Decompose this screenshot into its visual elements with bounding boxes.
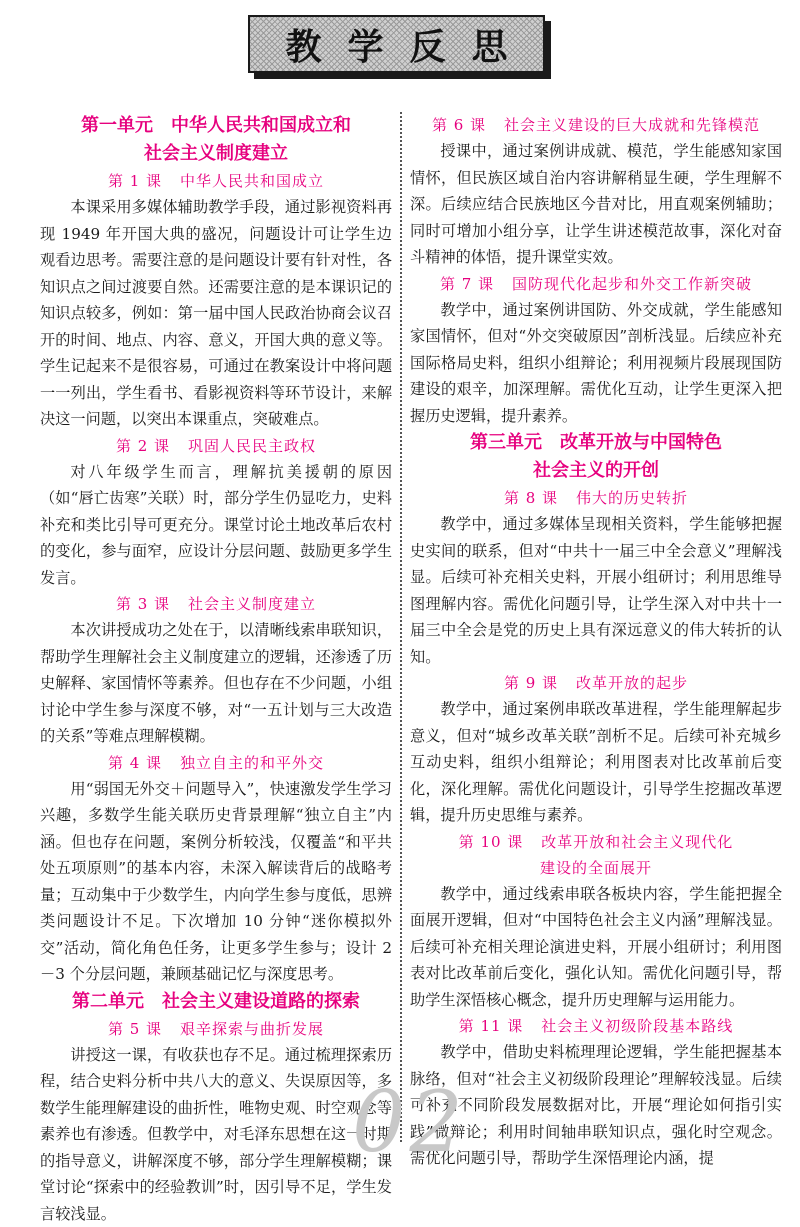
lesson-number: 第 2 课 <box>116 437 170 455</box>
lesson-title: 社会主义建设的巨大成就和先锋模范 <box>504 116 760 134</box>
lesson-number: 第 8 课 <box>504 489 558 507</box>
lesson-heading <box>410 112 782 138</box>
lesson-number: 第 1 课 <box>108 172 162 190</box>
lesson-number: 第 10 课 <box>459 833 524 851</box>
lesson-heading <box>40 433 392 459</box>
unit-heading-line: 社会主义制度建立 <box>40 140 392 168</box>
lesson-number: 第 4 课 <box>108 754 162 772</box>
lesson-heading <box>410 829 782 881</box>
unit-heading <box>40 988 392 1016</box>
lesson-title: 艰辛探索与曲折发展 <box>180 1020 324 1038</box>
reflection-paragraph: 教学中，通过案例串联改革进程，学生能理解起步意义，但对“城乡改革关联”剖析不足。后续可补充城乡互动史料，组织小组辩论；利用图表对比改革前后变化，深化理解。需优化问题设计，引导学生挖掘改革逻辑，提升历史思维与素养。 <box>410 696 782 829</box>
reflection-paragraph: 本课采用多媒体辅助教学手段，通过影视资料再现 1949 年开国大典的盛况，问题设计可让学生边观看边思考。需要注意的是问题设计要有针对性，各知识点之间过渡要自然。还需要注意的是本课识记的知识点较多，例如：第一届中国人民政治协商会议召开的时间、地点、内容、意义，开国大典的意义等。学生记起来不是很容易，可通过在教案设计中将问题一一列出，学生看书、看影视资料等环节设计，来解决这一问题，以突出本课重点，突破难点。 <box>40 194 392 433</box>
lesson-number: 第 3 课 <box>116 595 170 613</box>
lesson-heading <box>40 591 392 617</box>
column-divider <box>400 112 402 1142</box>
right-column <box>410 112 782 1172</box>
lesson-heading <box>40 750 392 776</box>
reflection-paragraph: 教学中，借助史料梳理理论逻辑，学生能把握基本脉络，但对“社会主义初级阶段理论”理解较浅显。后续可补充不同阶段发展数据对比，开展“理论如何指引实践”微辩论；利用时间轴串联知识点，强化时空观念。需优化问题引导，帮助学生深悟理论内涵，提 <box>410 1039 782 1172</box>
unit-heading <box>40 112 392 168</box>
lesson-number: 第 9 课 <box>504 674 558 692</box>
lesson-number: 第 7 课 <box>440 275 494 293</box>
reflection-paragraph: 用“弱国无外交＋问题导入”，快速激发学生学习兴趣，多数学生能关联历史背景理解“独立自主”内涵。但也存在问题，案例分析较浅，仅覆盖“和平共处五项原则”的基本内容，未深入解读背后的战略考量；互动集中于少数学生，内向学生参与度低，思辨类问题设计不足。下次增加 10 分钟“迷你模拟外交”活动，简化角色任务，让更多学生参与；设计 2－3 个分层问题，兼顾基础记忆与深度思考。 <box>40 776 392 988</box>
lesson-heading <box>410 485 782 511</box>
lesson-title: 改革开放和社会主义现代化 <box>541 833 733 851</box>
lesson-heading <box>40 168 392 194</box>
lesson-number: 第 11 课 <box>459 1017 524 1035</box>
lesson-title: 独立自主的和平外交 <box>180 754 324 772</box>
reflection-paragraph: 讲授这一课，有收获也存不足。通过梳理探索历程，结合史料分析中共八大的意义、失误原因等，多数学生能理解建设的曲折性，唯物史观、时空观念等素养也有渗透。但教学中，对毛泽东思想在这一时期的指导意义，讲解深度不够，部分学生理解模糊；课堂讨论“探索中的经验教训”时，因引导不足，学生发言较浅显。 <box>40 1042 392 1227</box>
unit-heading-line: 第一单元 中华人民共和国成立和 <box>81 115 351 136</box>
lesson-number: 第 5 课 <box>108 1020 162 1038</box>
page-title-banner <box>248 15 553 81</box>
lesson-title: 改革开放的起步 <box>576 674 688 692</box>
title-box <box>248 15 545 73</box>
unit-heading-line: 第三单元 改革开放与中国特色 <box>470 432 722 453</box>
unit-heading-line: 社会主义的开创 <box>410 457 782 485</box>
unit-heading <box>410 429 782 485</box>
reflection-paragraph: 授课中，通过案例讲成就、模范，学生能感知家国情怀，但民族区域自治内容讲解稍显生硬，学生理解不深。后续应结合民族地区今昔对比，用直观案例辅助；同时可增加小组分享，让学生讲述模范故事，深化对奋斗精神的体悟，提升课堂实效。 <box>410 138 782 271</box>
reflection-paragraph: 教学中，通过线索串联各板块内容，学生能把握全面展开逻辑，但对“中国特色社会主义内涵”理解浅显。后续可补充相关理论演进史料，开展小组研讨；利用图表对比改革前后变化，强化认知。需优化问题引导，帮助学生深悟核心概念，提升历史理解与运用能力。 <box>410 881 782 1014</box>
reflection-paragraph: 教学中，通过多媒体呈现相关资料，学生能够把握史实间的联系，但对“中共十一届三中全会意义”理解浅显。后续可补充相关史料，开展小组研讨；利用思维导图理解内容。需优化问题引导，让学生深入对中共十一届三中全会是党的历史上具有深远意义的伟大转折的认知。 <box>410 511 782 670</box>
lesson-title: 国防现代化起步和外交工作新突破 <box>512 275 752 293</box>
page-title: 教学反思 <box>285 19 533 70</box>
lesson-title: 社会主义制度建立 <box>188 595 316 613</box>
lesson-heading <box>410 670 782 696</box>
lesson-title: 建设的全面展开 <box>410 855 782 881</box>
left-column <box>40 112 392 1227</box>
unit-heading-line: 第二单元 社会主义建设道路的探索 <box>72 991 360 1012</box>
lesson-title: 巩固人民民主政权 <box>188 437 316 455</box>
lesson-title: 中华人民共和国成立 <box>180 172 324 190</box>
lesson-heading <box>410 1013 782 1039</box>
lesson-title: 伟大的历史转折 <box>576 489 688 507</box>
reflection-paragraph: 本次讲授成功之处在于，以清晰线索串联知识，帮助学生理解社会主义制度建立的逻辑，还渗透了历史解释、家国情怀等素养。但也存在不少问题，小组讨论中学生参与深度不够，对“一五计划与三大改造的关系”等难点理解模糊。 <box>40 617 392 750</box>
lesson-number: 第 6 课 <box>432 116 486 134</box>
lesson-title: 社会主义初级阶段基本路线 <box>541 1017 733 1035</box>
reflection-paragraph: 教学中，通过案例讲国防、外交成就，学生能感知家国情怀，但对“外交突破原因”剖析浅显。后续应补充国际格局史料，组织小组辩论；利用视频片段展现国防建设的艰辛，加深理解。需优化互动，让学生更深入把握历史逻辑，提升素养。 <box>410 297 782 430</box>
lesson-heading <box>40 1016 392 1042</box>
reflection-paragraph: 对八年级学生而言，理解抗美援朝的原因（如“唇亡齿寒”关联）时，部分学生仍显吃力，史料补充和类比引导可更充分。课堂讨论土地改革后农村的变化，参与面窄，应设计分层问题、鼓励更多学生发言。 <box>40 459 392 592</box>
page-number: 02 <box>352 1080 467 1164</box>
lesson-heading <box>410 271 782 297</box>
